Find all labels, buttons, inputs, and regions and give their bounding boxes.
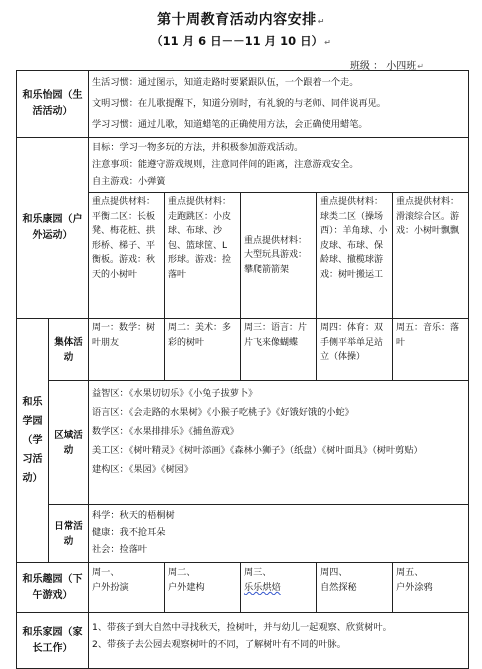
fun-day: 周三、 <box>244 567 272 578</box>
area-line: 数学区：《水果排排乐》《捕鱼游戏》 <box>92 426 239 437</box>
area-line: 益智区：《水果切切乐》《小兔子拔萝卜》 <box>92 388 258 399</box>
fun-day: 周一、 <box>92 567 120 578</box>
daily-activity-row <box>17 505 469 563</box>
outdoor-line: 自主游戏：小弹簧 <box>92 176 166 187</box>
area-activity-row <box>17 381 469 505</box>
fun-game: 户外涂鸦 <box>396 582 433 593</box>
fun-section-head: 和乐趣园（下午游戏） <box>17 563 89 613</box>
fun-section-row <box>17 563 469 613</box>
group-activity-cell: 周五：音乐：落叶 <box>393 319 469 381</box>
outdoor-line: 注意事项：能遵守游戏规则，注意同伴间的距离，注意游戏安全。 <box>92 159 359 170</box>
fun-day: 周五、 <box>396 567 424 578</box>
outdoor-material-cell: 重点提供材料：滑滚综合区。游戏：小树叶飘飘 <box>393 193 469 319</box>
class-label: 班级 ： 小四班↵ <box>349 61 424 72</box>
fun-day-cell <box>241 563 317 613</box>
outdoor-material-cell: 重点提供材料：球类二区（操场西）：羊角球、小皮球、布球、保龄球、撤榄球游戏：树叶搬运工 <box>317 193 393 319</box>
fun-game: 乐乐烘焙 <box>244 582 281 593</box>
group-activity-cell: 周四：体育：双手侧平举单足站立（体操） <box>317 319 393 381</box>
date-range: （11 月 6 日－－11 月 10 日）↵ <box>151 34 331 48</box>
area-activity-head: 区域活动 <box>49 381 89 505</box>
home-section-content <box>89 613 469 669</box>
home-section-head: 和乐家园（家长工作） <box>17 613 89 669</box>
fun-day: 周二、 <box>168 567 196 578</box>
life-section-head: 和乐怡园（生活活动） <box>17 71 89 138</box>
daily-line: 健康：我不抢耳朵 <box>92 527 166 538</box>
home-section-row <box>17 613 469 669</box>
outdoor-goal-row <box>17 138 469 193</box>
outdoor-material-cell: 重点提供材料：大型玩具游戏：攀爬箭箭架 <box>241 193 317 319</box>
group-activity-cell: 周三：语言：片片飞来像蝴蝶 <box>241 319 317 381</box>
daily-line: 社会：捡落叶 <box>92 544 148 555</box>
life-line: 文明习惯：在儿歌提醒下，知道分别时，有礼貌的与老师、同伴说再见。 <box>92 98 386 109</box>
fun-day: 周四、 <box>320 567 348 578</box>
schedule-table <box>16 70 469 669</box>
area-activity-content <box>89 381 469 505</box>
daily-activity-head: 日常活动 <box>49 505 89 563</box>
area-line: 语言区：《会走路的水果树》《小猴子吃桃子》《好饿好饿的小蛇》 <box>92 407 354 418</box>
fun-game: 户外建构 <box>168 582 205 593</box>
life-line: 学习习惯：通过儿歌，知道蜡笔的正确使用方法，会正确使用蜡笔。 <box>92 119 368 130</box>
group-activity-cell: 周一：数学：树叶朋友 <box>89 319 165 381</box>
area-line: 美工区：《树叶精灵》《树叶添画》《森林小狮子》（纸盘）《树叶面具》（树叶剪贴） <box>92 445 423 456</box>
group-activity-row <box>17 319 469 381</box>
life-section-row <box>17 71 469 138</box>
daily-line: 科学：秋天的梧桐树 <box>92 510 175 521</box>
life-line: 生活习惯：通过图示，知道走路时要紧跟队伍，一个跟着一个走。 <box>92 77 359 88</box>
outdoor-section-head: 和乐康园（户外运动） <box>17 138 89 319</box>
outdoor-material-cell: 重点提供材料：平衡二区：长板凳、梅花桩、拱形桥、梯子、平衡板。游戏：秋天的小树叶 <box>89 193 165 319</box>
group-activity-head: 集体活动 <box>49 319 89 381</box>
outdoor-line: 目标：学习一物多玩的方法，并积极参加游戏活动。 <box>92 142 304 153</box>
area-line: 建构区：《果园》《树园》 <box>92 464 194 475</box>
fun-day-cell <box>393 563 469 613</box>
group-activity-cell: 周二：美术：多彩的树叶 <box>165 319 241 381</box>
document-title: 第十周教育活动内容安排↵ <box>157 12 325 28</box>
outdoor-goals <box>89 138 469 193</box>
daily-activity-content <box>89 505 469 563</box>
fun-day-cell <box>317 563 393 613</box>
fun-game: 自然探秘 <box>320 582 357 593</box>
fun-day-cell <box>89 563 165 613</box>
life-section-content <box>89 71 469 138</box>
home-line: 1、带孩子到大自然中寻找秋天，捡树叶，并与幼儿一起观察、欣赏树叶。 <box>92 622 392 633</box>
home-line: 2、带孩子去公园去观察树叶的不同，了解树叶有不同的叶脉。 <box>92 639 346 650</box>
fun-day-cell <box>165 563 241 613</box>
outdoor-material-cell: 重点提供材料：走跑跳区：小皮球、布球、沙包、篮球筐、L 形球。游戏：捡落叶 <box>165 193 241 319</box>
learning-section-head: 和乐学园（学习活动） <box>17 319 49 563</box>
fun-game: 户外扮演 <box>92 582 129 593</box>
